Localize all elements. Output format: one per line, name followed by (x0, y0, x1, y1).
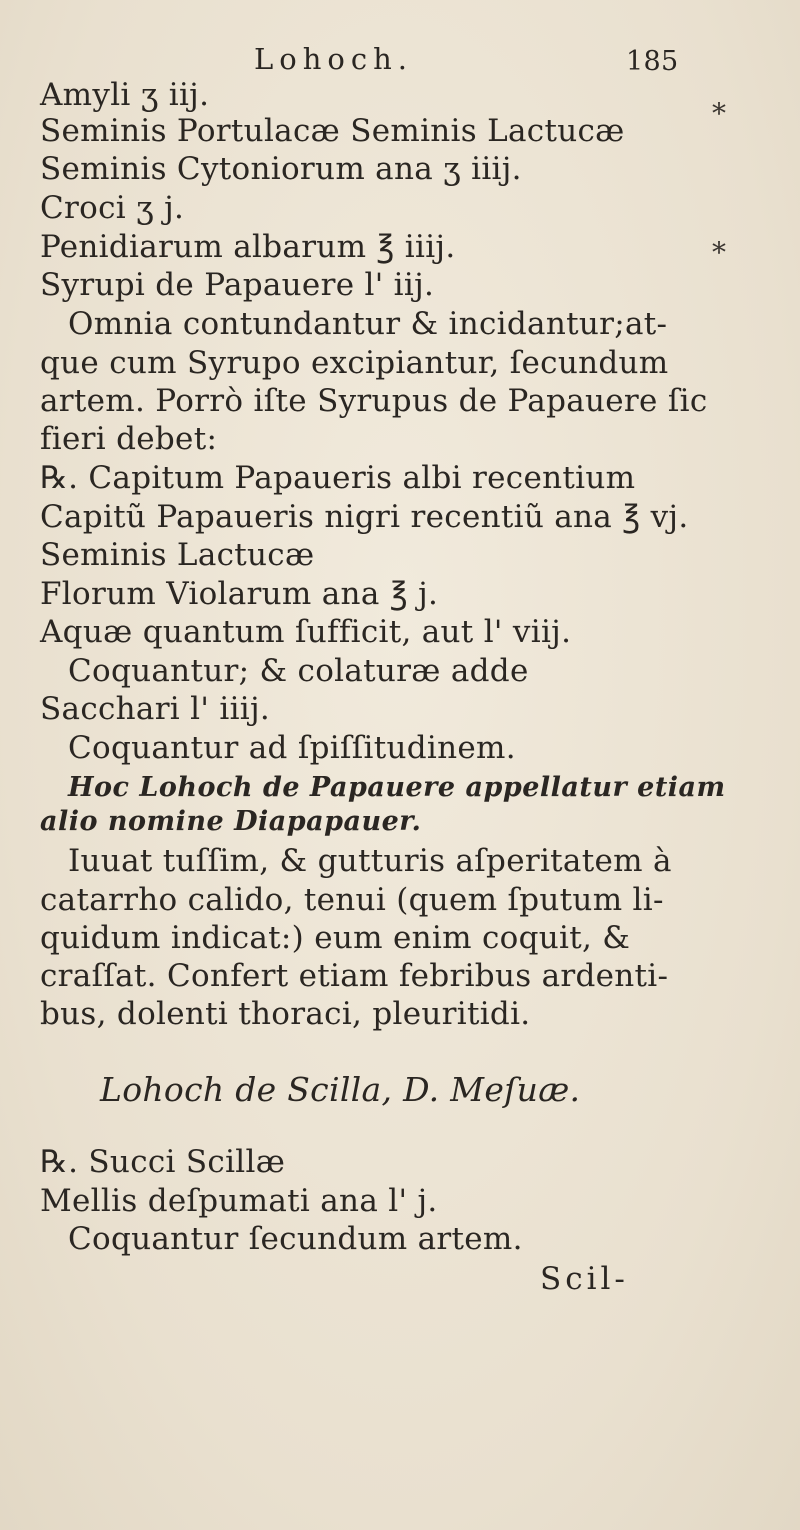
margin-asterisk-2: * (712, 236, 726, 269)
text-line-7: Omnia contundantur & incidantur;at- (68, 306, 668, 342)
text-line-9: artem. Porrò iſte Syrupus de Papauere ſic (40, 383, 708, 419)
text-line-12: Capitũ Papaueris nigri recentiũ ana ℥ vj. (40, 499, 689, 535)
text-line-4: Croci ʒ j. (40, 190, 185, 226)
text-line-13: Seminis Lactucæ (40, 537, 315, 573)
text-line-1: Amyli ʒ iij. (40, 77, 210, 113)
text-line-20: alio nomine Diapapauer. (40, 806, 422, 837)
text-line-3: Seminis Cytoniorum ana ʒ iiij. (40, 151, 522, 187)
text-line-24: craſſat. Confert etiam febribus ardenti- (40, 958, 669, 994)
text-line-10: fieri debet: (40, 421, 218, 457)
margin-asterisk-1: * (712, 97, 726, 130)
text-line-21: Iuuat tuſſim, & gutturis aſperitatem à (68, 843, 672, 879)
text-line-15: Aquæ quantum ſufficit, aut l' viij. (40, 614, 572, 650)
text-line-16: Coquantur; & colaturæ adde (68, 653, 529, 689)
running-title: Lohoch. (254, 42, 413, 76)
text-line-5: Penidiarum albarum ℥ iiij. (40, 229, 456, 265)
text-line-11: ℞. Capitum Papaueris albi recentium (40, 460, 636, 496)
text-line-23: quidum indicat:) eum enim coquit, & (40, 920, 631, 956)
text-line-29: Coquantur ſecundum artem. (68, 1221, 523, 1257)
text-line-22: catarrho calido, tenui (quem ſputum li- (40, 882, 664, 918)
text-line-19: Hoc Lohoch de Papauere appellatur etiam (68, 772, 726, 803)
page-number: 185 (626, 46, 679, 77)
text-line-28: Mellis deſpumati ana l' j. (40, 1183, 438, 1219)
text-line-27: ℞. Succi Scillæ (40, 1144, 286, 1180)
text-line-25: bus, dolenti thoraci, pleuritidi. (40, 996, 531, 1032)
text-line-8: que cum Syrupo excipiantur, ſecundum (40, 345, 669, 381)
section-title: Lohoch de Scilla, D. Meſuæ. (100, 1070, 581, 1109)
catchword: Scil- (540, 1261, 629, 1297)
text-line-17: Sacchari l' iiij. (40, 691, 271, 727)
text-line-2: Seminis Portulacæ Seminis Lactucæ (40, 113, 625, 149)
text-line-6: Syrupi de Papauere l' iij. (40, 267, 435, 303)
text-line-14: Florum Violarum ana ℥ j. (40, 576, 439, 612)
text-line-18: Coquantur ad ſpiſſitudinem. (68, 730, 516, 766)
